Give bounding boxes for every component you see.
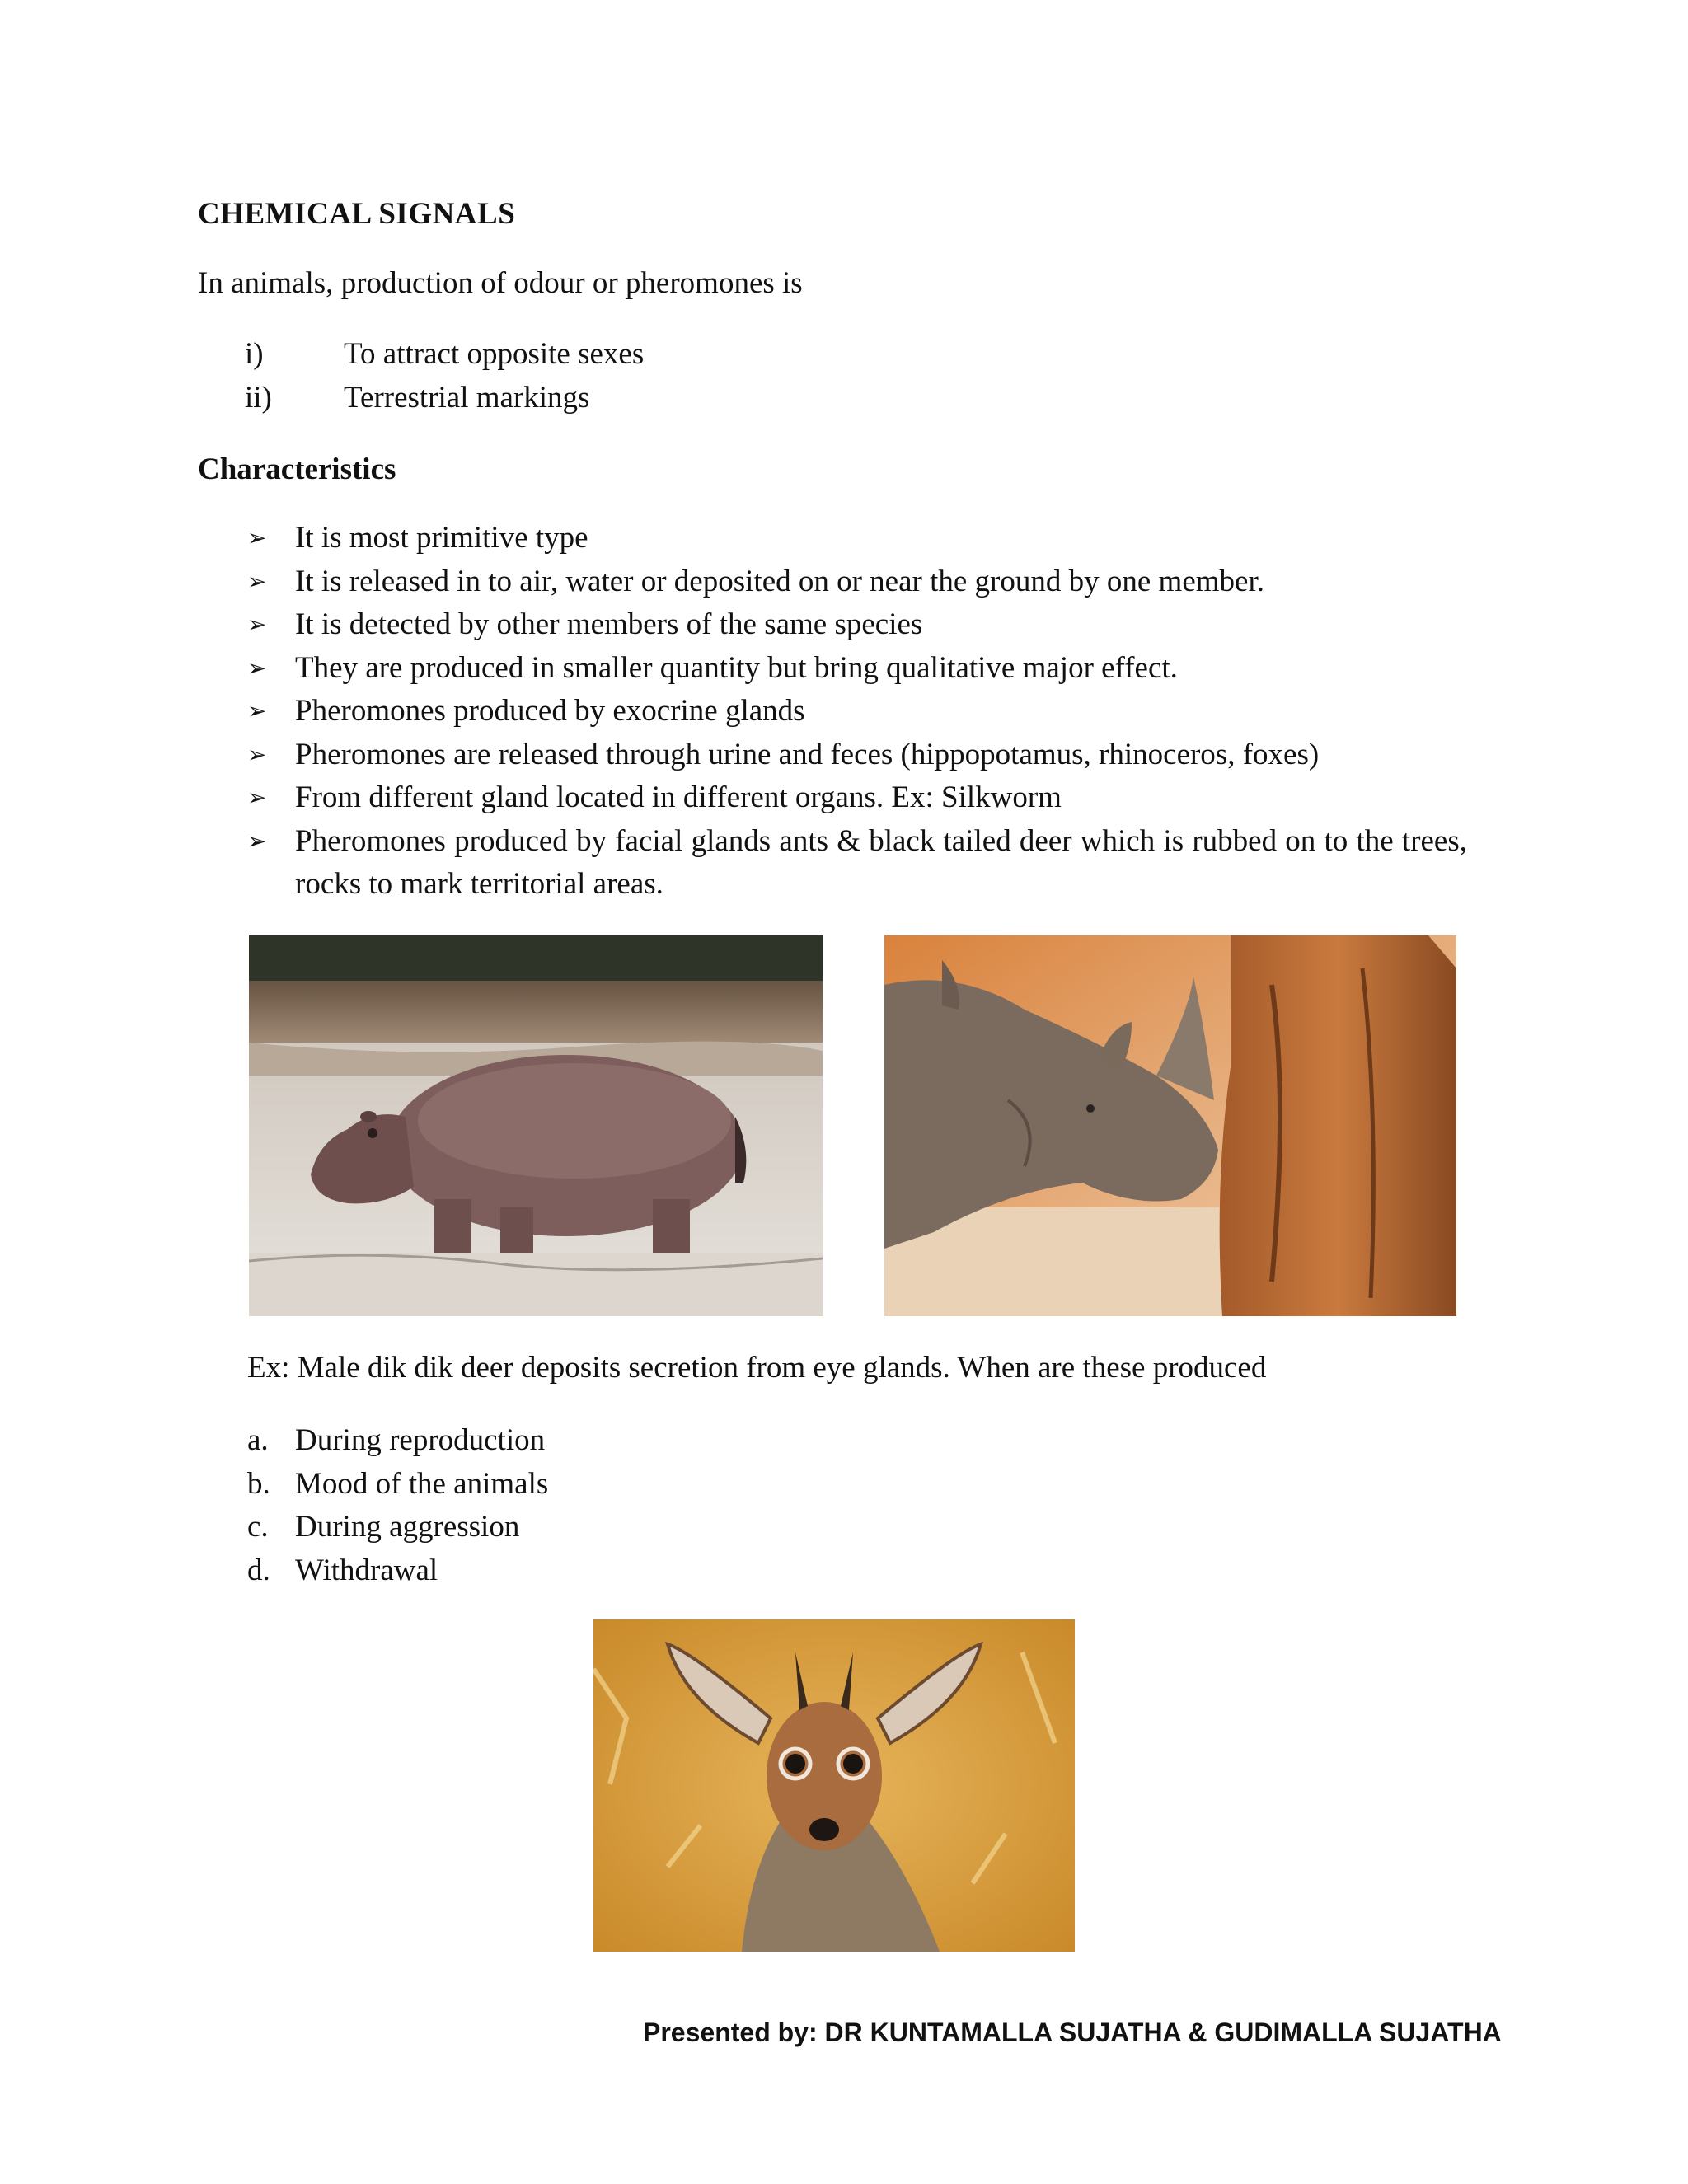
- list-item: ➢ Pheromones are released through urine and feces (hippopotamus, rhinoceros, foxes): [247, 733, 1467, 777]
- purpose-number: ii): [245, 381, 272, 415]
- arrow-bullet-icon: ➢: [247, 827, 267, 855]
- arrow-bullet-icon: ➢: [247, 784, 267, 811]
- arrow-bullet-icon: ➢: [247, 611, 267, 638]
- arrow-bullet-icon: ➢: [247, 524, 267, 551]
- purpose-item: [245, 380, 589, 415]
- dik-dik-deer-photo: [593, 1619, 1075, 1952]
- list-item: ➢ They are produced in smaller quantity but bring qualitative major effect.: [247, 647, 1467, 691]
- list-item: d. Withdrawal: [247, 1553, 438, 1587]
- example-text: Ex: Male dik dik deer deposits secretion from eye glands. When are these produced: [247, 1351, 1267, 1385]
- rhinoceros-photo: [884, 935, 1456, 1316]
- list-item: ➢ It is most primitive type: [247, 517, 1467, 560]
- list-item: ➢ From different gland located in different organs. Ex: Silkworm: [247, 776, 1467, 820]
- list-item: b. Mood of the animals: [247, 1466, 549, 1501]
- rhinoceros-icon: [884, 935, 1456, 1316]
- arrow-bullet-icon: ➢: [247, 697, 267, 724]
- list-item: a. During reproduction: [247, 1423, 546, 1457]
- characteristics-heading: Characteristics: [198, 452, 396, 486]
- arrow-bullet-icon: ➢: [247, 567, 267, 595]
- hippopotamus-icon: [249, 935, 823, 1316]
- characteristics-list: [247, 517, 1467, 907]
- purpose-number: i): [245, 337, 264, 371]
- purpose-text: Terrestrial markings: [344, 381, 590, 415]
- hippopotamus-photo: [249, 935, 823, 1316]
- purpose-text: To attract opposite sexes: [344, 337, 645, 371]
- list-item: ➢ It is released in to air, water or deposited on or near the ground by one member.: [247, 560, 1467, 604]
- intro-text: In animals, production of odour or pheromones is: [198, 266, 803, 300]
- arrow-bullet-icon: ➢: [247, 654, 267, 682]
- list-item: ➢ It is detected by other members of the same species: [247, 603, 1467, 647]
- footer-credit: Presented by: DR KUNTAMALLA SUJATHA & GUDIMALLA SUJATHA: [643, 2018, 1502, 2047]
- deer-icon: [593, 1619, 1075, 1952]
- page-title: CHEMICAL SIGNALS: [198, 197, 516, 231]
- list-item: ➢ Pheromones produced by exocrine glands: [247, 690, 1467, 733]
- arrow-bullet-icon: ➢: [247, 740, 267, 768]
- occasions-list: [247, 1419, 548, 1592]
- purpose-item: [245, 336, 644, 372]
- list-item: ➢ Pheromones produced by facial glands ants & black tailed deer which is rubbed on to the trees, rocks to mark territorial areas.: [247, 820, 1467, 907]
- list-item: c. During aggression: [247, 1510, 520, 1544]
